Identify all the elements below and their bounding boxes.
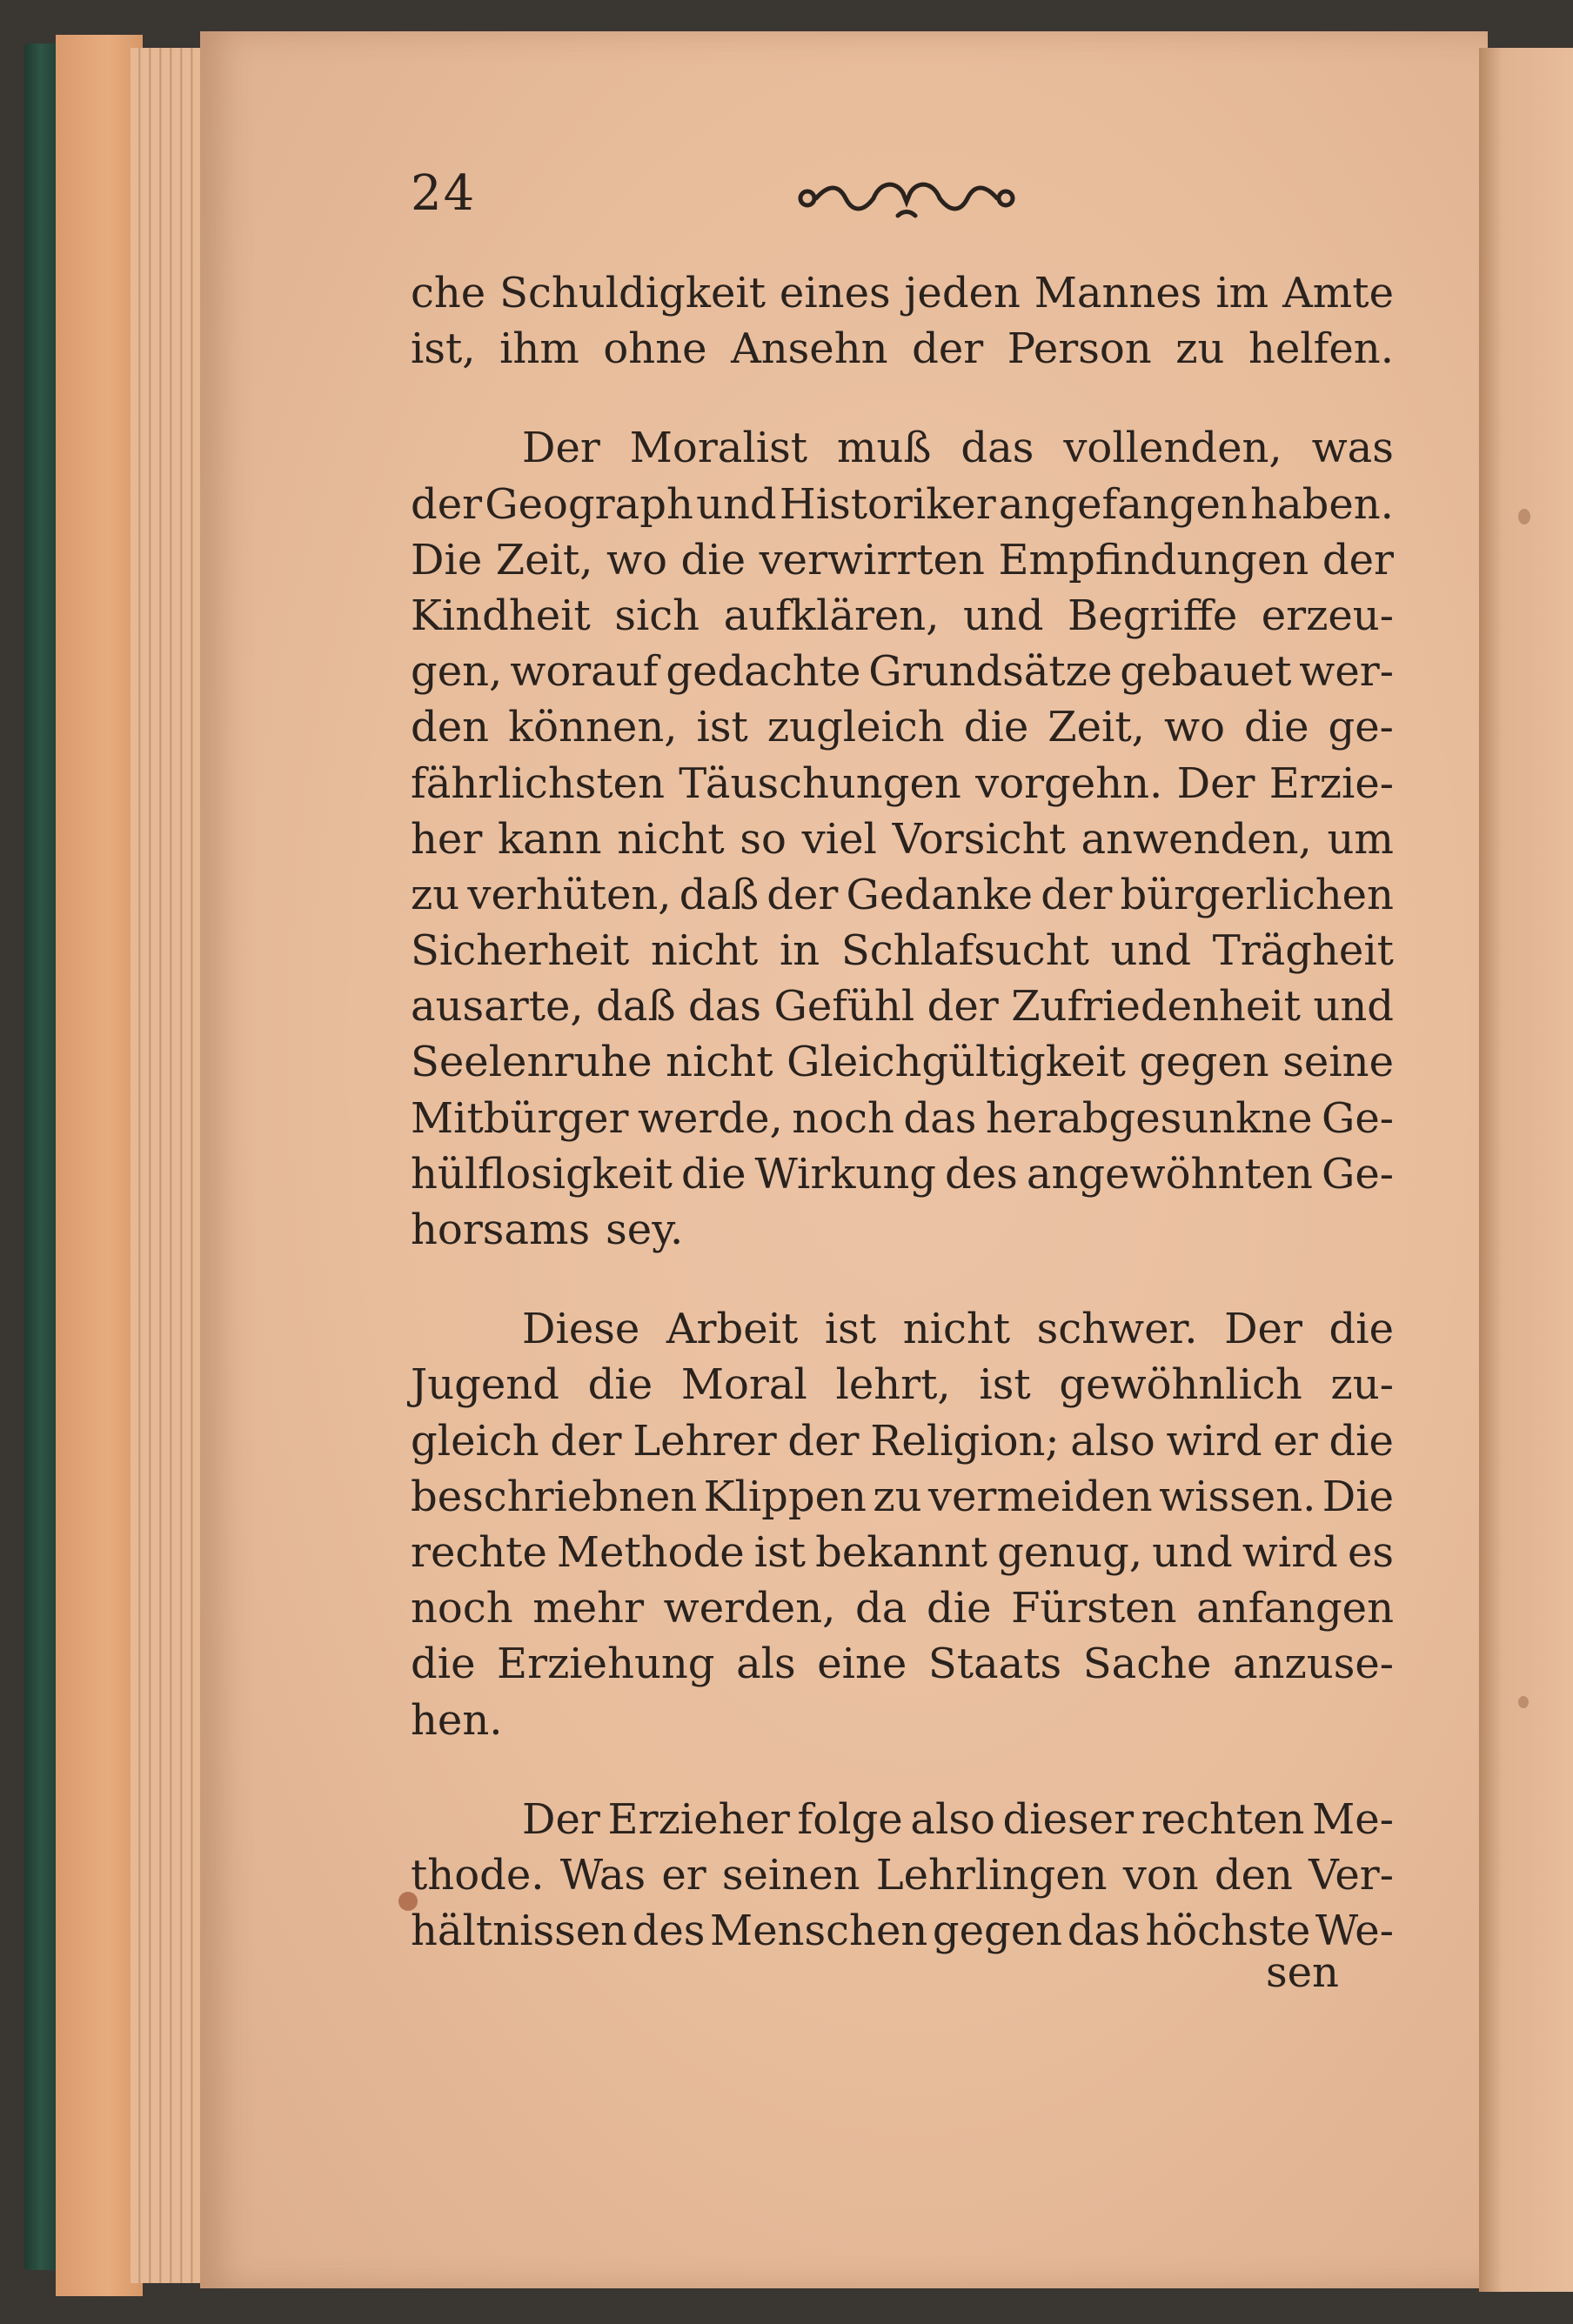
text-line: den können, ist zugleich die Zeit, wo die ge- [411, 703, 1394, 752]
text-line: die Erziehung als eine Staats Sache anzuse- [411, 1639, 1394, 1689]
text-line: horsams sey. [411, 1205, 684, 1254]
text-line: Mitbürger werde, noch das herabgesunkne Ge- [411, 1093, 1394, 1143]
text-line: ausarte, daß das Gefühl der Zufriedenheit und [411, 982, 1394, 1032]
text-line: der Geograph und Historiker angefangen haben. [411, 479, 1394, 529]
text-line: hülflosigkeit die Wirkung des angewöhnten Ge- [411, 1149, 1394, 1199]
endpaper [56, 35, 143, 2296]
text-line: hältnissen des Menschen gegen das höchste We- [411, 1907, 1394, 1956]
page-number: 24 [411, 165, 477, 222]
text-line: thode. Was er seinen Lehrlingen von den Ver- [411, 1850, 1394, 1900]
text-line: zu verhüten, daß der Gedanke der bürgerlichen [411, 870, 1394, 919]
paragraph-gap [411, 377, 1394, 420]
paragraph [411, 265, 1394, 377]
page-header [411, 165, 1402, 244]
paragraph [411, 1301, 1394, 1748]
paper-stain [1518, 1696, 1529, 1708]
paper-stain [1518, 509, 1530, 524]
text-line: Der Moralist muß das vollenden, was [522, 424, 1394, 473]
body-text [411, 265, 1394, 1959]
text-line: rechte Methode ist bekannt genug, und wird es [411, 1527, 1394, 1577]
paragraph-gap [411, 1748, 1394, 1792]
paragraph [411, 420, 1394, 1258]
text-line: hen. [411, 1695, 503, 1745]
text-line: Seelenruhe nicht Gleichgültigkeit gegen seine [411, 1038, 1394, 1087]
text-line: che Schuldigkeit eines jeden Mannes im Amte [411, 269, 1394, 317]
text-line: gleich der Lehrer der Religion; also wird er die [411, 1416, 1394, 1466]
text-line: ist, ihm ohne Ansehn der Person zu helfen. [411, 324, 1394, 374]
paragraph-gap [411, 1258, 1394, 1301]
text-line: Sicherheit nicht in Schlafsucht und Trägheit [411, 926, 1394, 976]
text-line: her kann nicht so viel Vorsicht anwenden, um [411, 814, 1394, 864]
text-line: Jugend die Moral lehrt, ist gewöhnlich zu- [411, 1360, 1394, 1410]
text-line: Diese Arbeit ist nicht schwer. Der die [522, 1305, 1394, 1354]
text-line: Der Erzieher folge also dieser rechten Me- [522, 1794, 1394, 1844]
text-line: fährlichsten Täuschungen vorgehn. Der Erzie- [411, 758, 1394, 808]
facing-page [1479, 48, 1573, 2292]
printer-ornament-icon [793, 172, 1020, 224]
text-line: gen, worauf gedachte Grundsätze gebauet wer- [411, 647, 1394, 697]
catchword: sen [1266, 1948, 1339, 1997]
text-line: beschriebnen Klippen zu vermeiden wissen. Die [411, 1472, 1394, 1521]
text-line: Kindheit sich aufklären, und Begriffe erzeu- [411, 591, 1394, 640]
text-line: Die Zeit, wo die verwirrten Empfindungen der [411, 535, 1394, 584]
paragraph [411, 1792, 1394, 1960]
text-line: noch mehr werden, da die Fürsten anfangen [411, 1584, 1394, 1633]
